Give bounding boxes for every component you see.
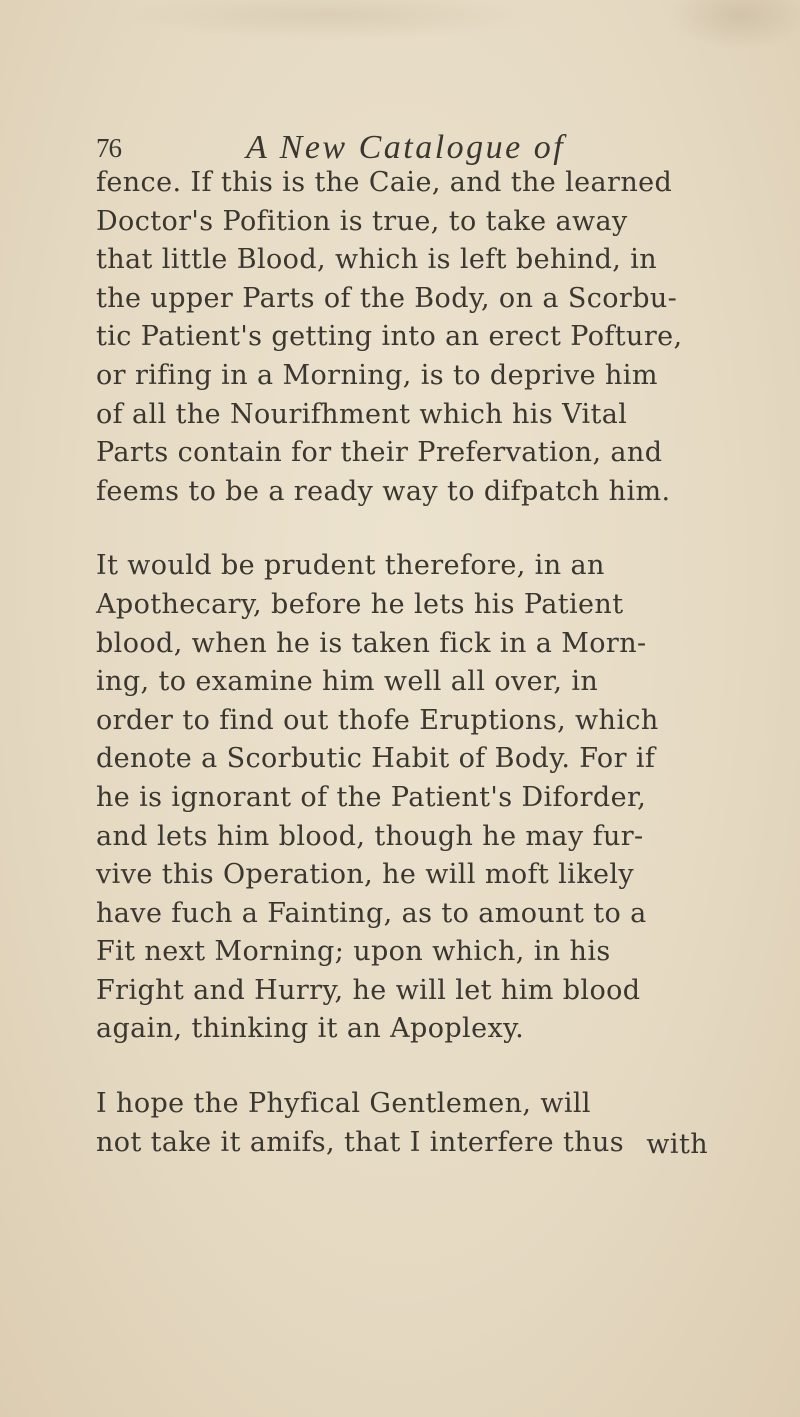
- paper-stain: [120, 0, 540, 40]
- page-header: [96, 128, 716, 168]
- paragraph: It would be prudent therefore, in an Apothecary, before he lets his Patient blood, when he is taken fick in a Morn- ing, to examine him well all over, in order to find out thofe Eruptions, which denote a Scorbutic Habit of Body. For if he is ignorant of the Patient's Diforder, and lets him blood, though he may fur- vive this Operation, he will moft likely have fuch a Fainting, as to amount to a Fit next Morning; upon which, in his Fright and Hurry, he will let him blood again, thinking it an Apoplexy.: [96, 550, 659, 1045]
- body-text: [96, 164, 708, 1162]
- paper-stain: [670, 0, 800, 50]
- paragraph: fence. If this is the Caie, and the learned Doctor's Pofition is true, to take away that little Blood, which is left behind, in the upper Parts of the Body, on a Scorbu- tic Patient's getting into an erect Pofture, or rifing in a Morning, is to deprive him of all the Nourifhment which his Vital Parts contain for their Prefervation, and feems to be a ready way to difpatch him.: [96, 167, 683, 507]
- page-number: 76: [96, 133, 121, 163]
- catchword-row: [96, 1124, 708, 1166]
- catchword: with: [646, 1129, 708, 1160]
- paragraph: I hope the Phyfical Gentlemen, will not take it amifs, that I interfere thus: [96, 1088, 625, 1158]
- running-title: A New Catalogue of: [246, 129, 566, 166]
